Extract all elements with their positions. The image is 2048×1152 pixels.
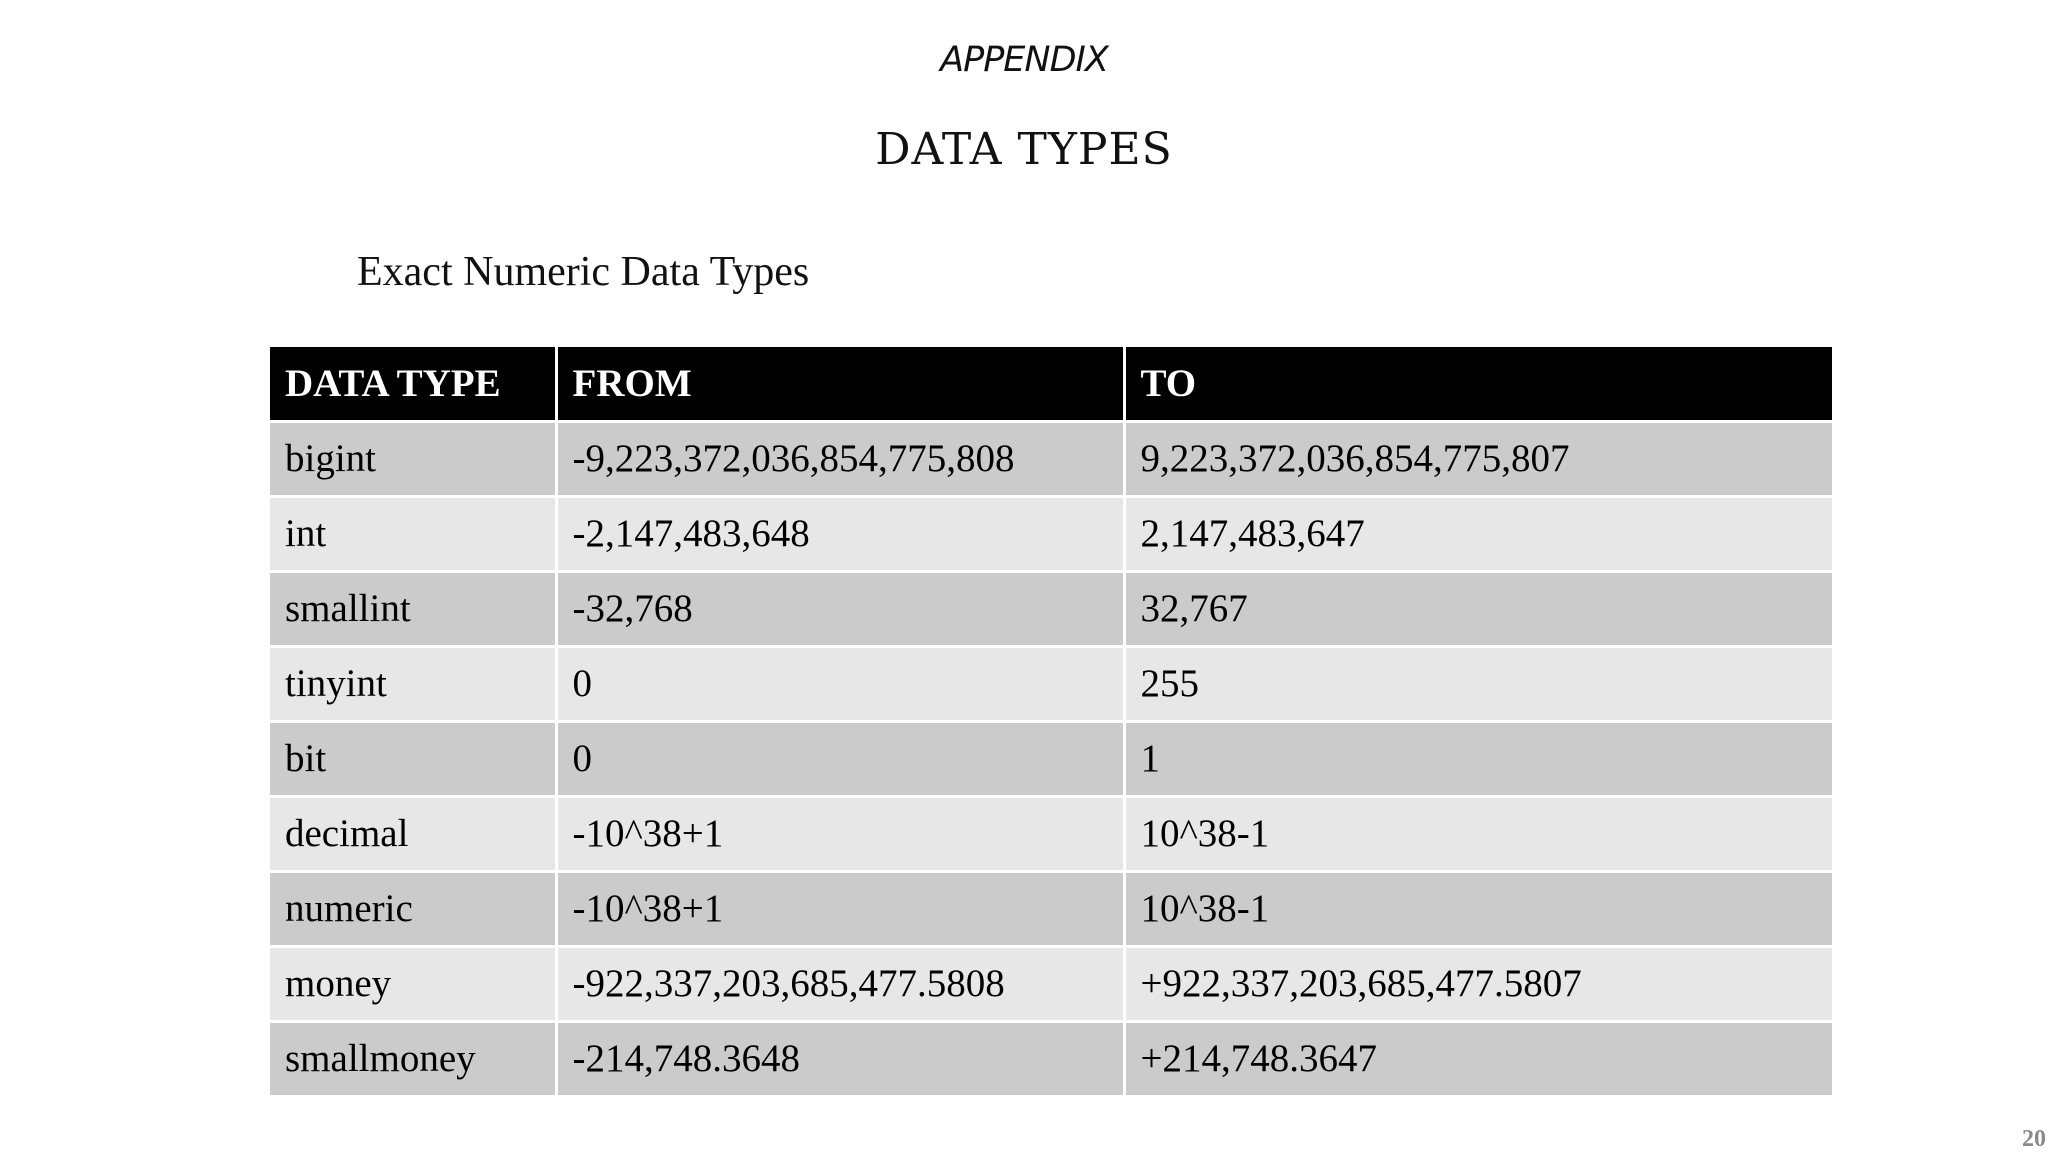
cell-from: 0: [556, 721, 1124, 796]
cell-from: 0: [556, 646, 1124, 721]
slide-title: DATA TYPES: [875, 124, 1173, 175]
cell-to: 9,223,372,036,854,775,807: [1124, 421, 1832, 496]
table-row: [270, 571, 1832, 646]
cell-to: 2,147,483,647: [1124, 496, 1832, 571]
cell-to: +214,748.3647: [1124, 1021, 1832, 1096]
cell-from: -32,768: [556, 571, 1124, 646]
cell-data-type: numeric: [270, 871, 556, 946]
header-to: TO: [1124, 347, 1832, 421]
cell-to: 255: [1124, 646, 1832, 721]
cell-to: 1: [1124, 721, 1832, 796]
cell-to: 10^38-1: [1124, 796, 1832, 871]
cell-data-type: int: [270, 496, 556, 571]
table-row: [270, 496, 1832, 571]
cell-from: -2,147,483,648: [556, 496, 1124, 571]
cell-to: +922,337,203,685,477.5807: [1124, 946, 1832, 1021]
cell-data-type: tinyint: [270, 646, 556, 721]
cell-from: -10^38+1: [556, 871, 1124, 946]
table-row: [270, 421, 1832, 496]
data-types-table: [270, 347, 1832, 1098]
table-row: [270, 946, 1832, 1021]
table-row: [270, 796, 1832, 871]
table-row: [270, 1021, 1832, 1096]
cell-from: -10^38+1: [556, 796, 1124, 871]
cell-data-type: decimal: [270, 796, 556, 871]
cell-data-type: smallmoney: [270, 1021, 556, 1096]
table-row: [270, 721, 1832, 796]
cell-from: -922,337,203,685,477.5808: [556, 946, 1124, 1021]
header-data-type: DATA TYPE: [270, 347, 556, 421]
cell-data-type: bit: [270, 721, 556, 796]
cell-from: -214,748.3648: [556, 1021, 1124, 1096]
table-header-row: [270, 347, 1832, 421]
cell-to: 10^38-1: [1124, 871, 1832, 946]
slide-subtitle: Exact Numeric Data Types: [357, 249, 810, 295]
table-row: [270, 871, 1832, 946]
cell-data-type: bigint: [270, 421, 556, 496]
page-number: 20: [2022, 1126, 2046, 1152]
cell-data-type: money: [270, 946, 556, 1021]
table-row: [270, 646, 1832, 721]
header-from: FROM: [556, 347, 1124, 421]
cell-to: 32,767: [1124, 571, 1832, 646]
section-label: APPENDIX: [940, 40, 1108, 80]
cell-data-type: smallint: [270, 571, 556, 646]
cell-from: -9,223,372,036,854,775,808: [556, 421, 1124, 496]
